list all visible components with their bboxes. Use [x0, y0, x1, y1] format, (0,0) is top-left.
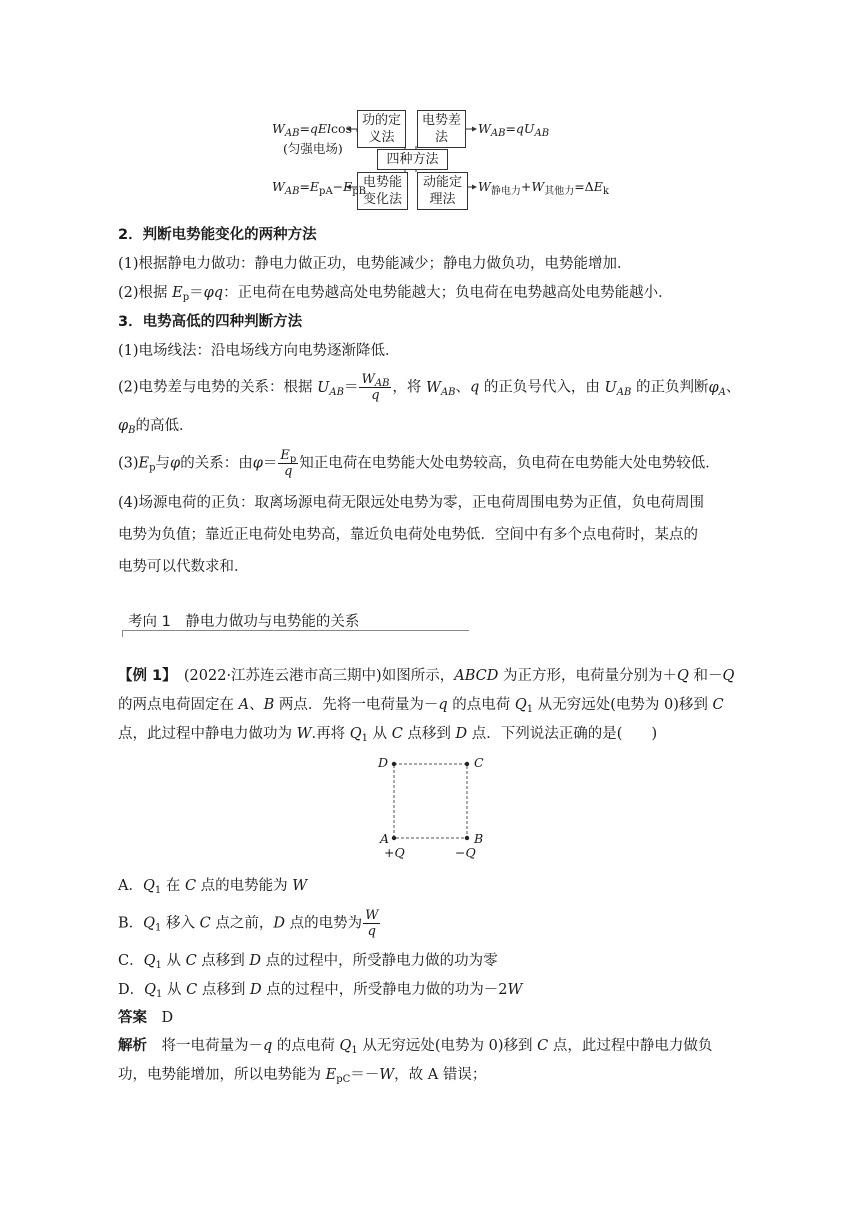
box-work-definition: 功的定义法	[357, 110, 406, 148]
point-C-label: C	[474, 755, 484, 770]
formula-qU: $W_{AB}=qU_{AB}$	[478, 121, 550, 139]
example-line2: 的两点电荷固定在 A、B 两点．先将一电荷量为－q 的点电荷 $Q_1$ 从无穷远处(电势为 0)移到 C	[118, 697, 724, 715]
section3-item1: (1)电场线法：沿电场线方向电势逐渐降低．	[118, 343, 400, 359]
formula-uniform-field-note: (匀强电场)	[283, 141, 343, 156]
formula-work-definition: $W_{AB}=qElcos$	[272, 121, 356, 139]
answer-line: 答案 D	[118, 1010, 174, 1026]
point-B-label: B	[474, 831, 484, 846]
charge-plus-label: +Q	[384, 845, 405, 860]
section3-item4-line3: 电势可以代数求和．	[118, 559, 249, 575]
analysis-line2: 功，电势能增加，所以电势能为 $E_{pC}=-W$，故 A 错误；	[118, 1067, 487, 1085]
option-C: C．$Q_1$ 从 C 点移到 D 点的过程中，所受静电力做的功为零	[118, 953, 498, 971]
point-A-label: A	[380, 831, 390, 846]
formula-energy-change: $W_{AB}=E_{pA}-E_{pB}$	[272, 179, 367, 197]
box-four-methods: 四种方法	[377, 149, 448, 170]
formula-kinetic-theorem: $W_{静电力}+W_{其他力}=\Delta E_k$	[478, 179, 609, 197]
section3-item2: (2)电势差与电势的关系：根据 $U_{AB}=$ $\frac{W_{AB}}{q}$ ，将 $W_{AB}$、q 的正负号代入，由 $U_{AB}$ 的正负判断$\varphi_A$、	[118, 372, 741, 403]
option-B: B．$Q_1$ 移入 C 点之前，D 点的电势为 $\frac{W}{q}$	[118, 908, 379, 939]
box-potential-energy-change: 电势能变化法	[357, 172, 408, 210]
option-D: D．$Q_1$ 从 C 点移到 D 点的过程中，所受静电力做的功为－2W	[118, 982, 523, 1000]
section3-item4-line2: 电势为负值；靠近正电荷处电势高，靠近负电荷处电势低．空间中有多个点电荷时，某点的	[118, 527, 698, 543]
section2-item2: (2)根据 $E_p=\varphi q$：正电荷在电势越高处电势能越大；负电荷在电势越高处电势能越小．	[118, 285, 673, 303]
section3-item4-line1: (4)场源电荷的正负：取离场源电荷无限远处电势为零，正电荷周围电势为正值，负电荷周围	[118, 495, 705, 511]
point-D-label: D	[378, 755, 389, 770]
kaoxiang-heading: 考向 1 静电力做功与电势能的关系	[128, 614, 360, 630]
box-kinetic-energy-theorem: 动能定理法	[417, 172, 468, 210]
analysis-line1: 解析 将一电荷量为－q 的点电荷 $Q_1$ 从无穷远处(电势为 0)移到 C 点，此过程中静电力做负	[118, 1038, 713, 1056]
section3-heading: 3．电势高低的四种判断方法	[118, 314, 303, 330]
option-A: A．$Q_1$ 在 C 点的电势能为 W	[118, 878, 308, 896]
section2-item1: (1)根据静电力做功：静电力做正功，电势能减少；静电力做负功，电势能增加．	[118, 256, 632, 272]
example-line3: 点，此过程中静电力做功为 W.再将 $Q_1$ 从 C 点移到 D 点．下列说法正确的是( )	[118, 726, 658, 744]
section3-item2-cont: $\varphi_B$的高低．	[118, 418, 194, 436]
section3-item3: $(3)E_p$与φ的关系：由φ＝ $\frac{E_p}{q}$ 知正电荷在电势能大处电势较高，负电荷在电势能大处电势较低．	[118, 448, 720, 479]
example-line1: 【例 1】 (2022·江苏连云港市高三期中)如图所示，ABCD 为正方形，电荷量分别为＋Q 和－Q	[118, 668, 735, 684]
box-potential-difference: 电势差法	[417, 110, 466, 148]
section2-heading: 2．判断电势能变化的两种方法	[118, 227, 317, 243]
charge-minus-label: −Q	[455, 845, 476, 860]
